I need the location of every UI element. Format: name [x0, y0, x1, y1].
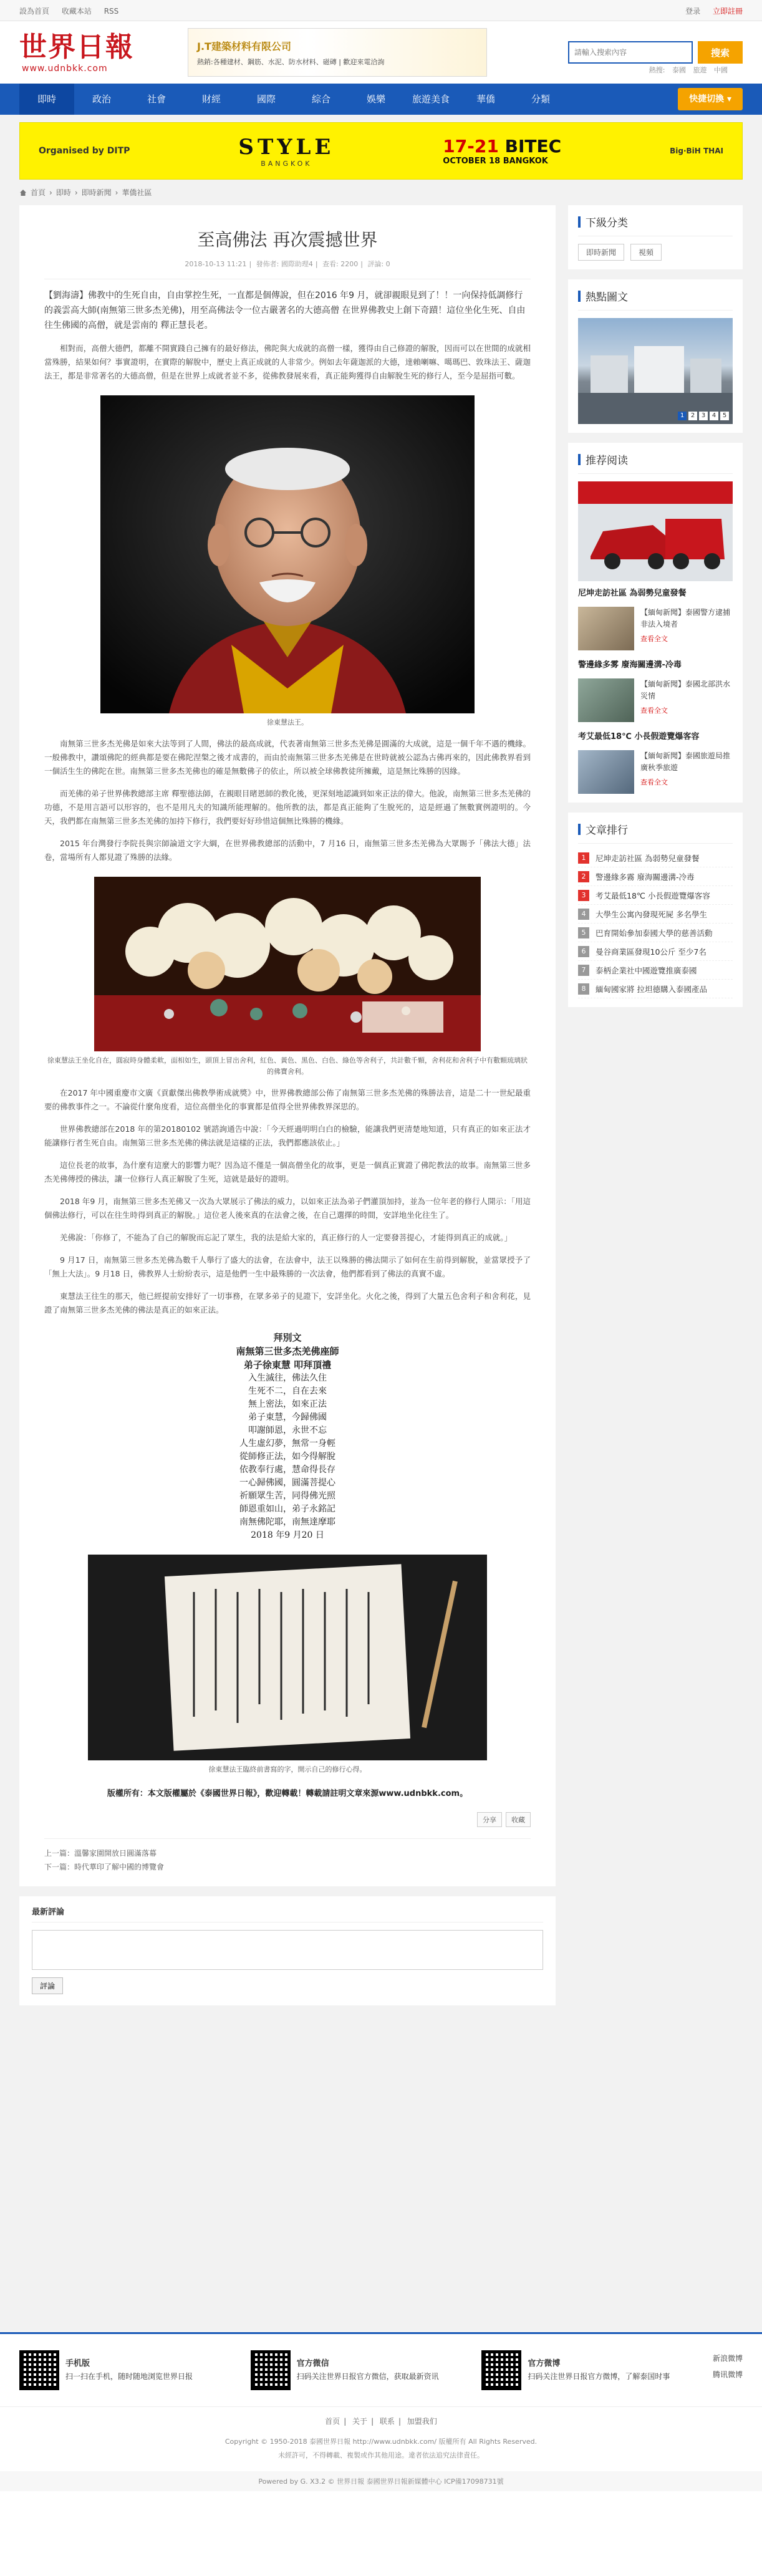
- site-logo[interactable]: [19, 31, 169, 74]
- breadcrumb-home[interactable]: 首頁: [31, 188, 46, 197]
- publisher: 發佈者: 國際助理4: [256, 260, 313, 268]
- farewell-line: 弟子東慧，今歸佛國: [248, 1412, 327, 1422]
- quick-switch-label: 快捷切換: [689, 94, 725, 104]
- next-title: 時代華印了解中國的博覽會: [74, 1863, 165, 1871]
- car-illustration: [578, 481, 733, 581]
- calligraphy-illustration: [88, 1555, 487, 1760]
- header-ad-sub: 熱銷:各種建材、鋼筋、水泥、防水材料、磁磚 | 歡迎來電洽詢: [197, 57, 385, 66]
- recommended-item[interactable]: [578, 750, 733, 794]
- set-homepage-link[interactable]: 設為首頁: [19, 6, 50, 16]
- hot-pictures-panel: [568, 279, 743, 433]
- footer-mobile: [19, 2350, 231, 2390]
- rank-item[interactable]: [578, 849, 733, 867]
- article-paragraph: 9 月17 日，南無第三世多杰羌佛為數千人舉行了盛大的法會，在法會中，法王以殊勝的佛法開示了如何在生前得到解脫，並當眾授予了「無上大法」。9 月18 日，佛教界人士紛紛表示，這是他們一生中最殊勝的一次法會，他們都看到了佛法的真實不虛。: [44, 1255, 531, 1278]
- page-title: 至高佛法 再次震撼世界: [197, 229, 378, 250]
- article-paragraph: 相對而，高僧大德們，都離不開實踐自己擁有的最好修法，佛陀與大成就的高僧一樣，獲得由自己修證的解脫，因而可以在世間的成就相當殊勝，結果如何？事實證明，在實際的解脫中，歷史上真正成就的人非常少。例如去年薩迦派的大德，達賴喇嘛、噶瑪巴、敦珠法王、薩迦法王，都是非常著名的大德高僧，但是在世界上成就者並不多，從佛教發展來看，真正能夠獲得自由解脫生死的修行人，至今是屈指可數。: [44, 344, 531, 380]
- article-lead: 【劉海濤】佛教中的生死自由，自由掌控生死，一直都是個傳說，但在2016 年9 月，就卻親眼見到了！！一向保持低調修行的義雲高大師(南無第三世多杰羌佛)，用至高佛法令一位古嚴著名的大德高僧 在世界佛教史上創下奇蹟！這位坐化生死、自由往生佛國的高僧，就是雲南的 釋正慧長老。: [44, 291, 526, 330]
- qr-code-icon: [251, 2350, 291, 2390]
- topbar-left: [19, 6, 128, 16]
- rank-number: 8: [578, 983, 589, 995]
- panel-header: [578, 214, 733, 236]
- article-paragraph: 在2017 年中國重慶市文廣《貢獻傑出佛教學術成就獎》中，世界佛教總部公佈了南無第三世多杰羌佛的殊勝法音，這是二十一世紀最重要的佛教事件之一。不論從什麼角度看，這位高僧坐化的事實都是值得全世界佛教界深思的。: [44, 1088, 531, 1111]
- breadcrumb-instant-news[interactable]: 即時新聞: [81, 188, 112, 197]
- footer-link-home[interactable]: 首页: [325, 2417, 340, 2426]
- rank-item[interactable]: [578, 867, 733, 886]
- panel-title: 推荐阅读: [586, 455, 628, 467]
- recommended-thumb: [578, 750, 634, 794]
- tag-video[interactable]: 視頻: [630, 244, 662, 261]
- tag-instant-news[interactable]: 即時新聞: [578, 244, 624, 261]
- footer-col-text: [65, 2358, 193, 2383]
- recommended-top-caption[interactable]: 尼坤走訪社區 為弱勢兒童發餐: [578, 589, 687, 598]
- rank-title: 巴育開始參加泰國大學的慈善活動: [596, 928, 713, 938]
- panel-header: [578, 821, 733, 844]
- recommended-headline: 【緬甸新聞】泰國警方逮捕非法入境者: [640, 608, 731, 629]
- next-article[interactable]: [44, 1860, 531, 1874]
- rank-title: 曼谷商業區發現10公斤 至少7名: [596, 947, 707, 957]
- footer-links: 首页 | 关于 | 联系 | 加盟我们: [0, 2406, 762, 2426]
- footer-col-sub: 扫码关注世界日报官方微博，了解泰国时事: [528, 2372, 670, 2381]
- main-content: [19, 205, 743, 2005]
- footer-link-join[interactable]: 加盟我们: [407, 2417, 437, 2426]
- footer-col-title: 官方微博: [528, 2359, 561, 2368]
- prev-article[interactable]: [44, 1846, 531, 1860]
- figure-caption: 徐東慧法王。: [267, 718, 308, 726]
- hot-picture-slide[interactable]: [578, 318, 733, 424]
- comment-title: 最新評論: [32, 1905, 543, 1922]
- nav-item-overseas-chinese[interactable]: 華僑: [476, 94, 495, 105]
- city-illustration: [578, 318, 733, 424]
- rank-title: 尼坤走訪社區 為弱勢兒童發餐: [596, 853, 700, 863]
- banner-organiser: Organised by DITP: [39, 146, 130, 156]
- read-more-link[interactable]: 查看全文: [640, 635, 668, 643]
- logo-url: www.udnbkk.com: [22, 64, 108, 74]
- comment-section: [19, 1896, 556, 2005]
- hot-word[interactable]: 泰國: [672, 66, 686, 74]
- panel-title: 下級分类: [586, 217, 628, 229]
- rank-item[interactable]: [578, 942, 733, 961]
- recommended-subtitle[interactable]: 警邊緣多雾 廢海關邊溝-冷毒: [578, 660, 682, 670]
- farewell-heading: 弟子徐東慧 叩拜頂禮: [243, 1359, 332, 1371]
- banner-venue: BITEC: [504, 136, 562, 157]
- figure-master: [44, 395, 531, 728]
- prev-title: 溫馨家園開放日圓滿落幕: [74, 1849, 157, 1858]
- sidebar: [568, 205, 743, 2005]
- article-paragraph: 南無第三世多杰羌佛是如來大法等到了人間，佛法的最高成就，代表著南無第三世多杰羌佛是圓滿的大成就，這是一個千年不遇的機緣。一般佛教中，讚頌佛陀的經典都是要在佛陀涅槃之後才成書的，而由於南無第三世多杰羌佛是在世時就被公認為古佛再來的，因此佛教界看到一個活生生的佛陀在世。南無第三世多杰羌佛也的確是無數佛子的依止，所以被全球佛教徒所擁戴，這是無比殊勝的因緣。: [44, 739, 531, 776]
- recommended-ad-image[interactable]: [578, 481, 733, 581]
- article-column: [19, 205, 556, 2005]
- article-meta: 2018-10-13 11:21 | 發佈者: 國際助理4 | 查看: 2200 | 評論: 0: [44, 259, 531, 279]
- favorite-button[interactable]: 收藏: [506, 1812, 531, 1827]
- figure-caption: 徐東慧法王坐化自在，圓寂時身體柔軟，面相如生，頭頂上冒出舍利，紅色、黃色、黑色、白色、綠色等舍利子，共計數千顆，舍利花和舍利子中有數顆琉璃狀的佛寶舍利。: [47, 1056, 528, 1076]
- banner-month: OCTOBER 18 BANGKOK: [443, 157, 548, 166]
- farewell-line: 叩謝師恩，永世不忘: [248, 1425, 327, 1435]
- banner-title: STYLE: [238, 134, 335, 160]
- footer-weibo: [481, 2350, 693, 2390]
- footer-social: [713, 2350, 743, 2390]
- hot-word[interactable]: 中國: [714, 66, 728, 74]
- nav-item-finance[interactable]: 財經: [201, 94, 221, 105]
- pager-dot[interactable]: 5: [720, 412, 729, 420]
- farewell-heading: 南無第三世多杰羌佛座師: [236, 1346, 339, 1357]
- article-paragraph: 2015 年台灣發行李院長與宗師論道文字大綱，在世界佛教總部的活動中，7 月16 日，南無第三世多杰羌佛為大眾賜予「佛法大德」法卷，當場所有人都見證了殊勝的法緣。: [44, 839, 531, 862]
- sina-weibo-link[interactable]: 新浪微博: [712, 2354, 743, 2363]
- article-paragraph: 這位長老的故事，為什麼有這麼大的影響力呢？因為這不僅是一個高僧坐化的故事，更是一個真正實證了佛陀教法的故事。南無第三世多杰羌佛傳授的佛法，讓一位修行人真正解脫了生死，這就是最好的證明。: [44, 1160, 531, 1184]
- rank-item[interactable]: [578, 905, 733, 924]
- recommended-text: [640, 750, 733, 794]
- bookmark-link[interactable]: 收藏本站: [61, 6, 92, 16]
- portrait-illustration: [100, 395, 475, 713]
- rank-number: 4: [578, 909, 589, 920]
- share-button[interactable]: 分享: [477, 1812, 502, 1827]
- read-more-link[interactable]: 查看全文: [640, 778, 668, 786]
- farewell-line: 入生滅往，佛法久住: [248, 1373, 327, 1383]
- banner-ad[interactable]: [19, 122, 743, 180]
- breadcrumb-instant[interactable]: 即時: [55, 188, 71, 197]
- article-paragraph: 而羌佛的弟子世界佛教總部主席 釋聖德法師，在親眼目睹恩師的教化後，更深刻地認識到如來正法的偉大。他說，南無第三世多杰羌佛的功德，不是用言語可以形容的，也不是用凡夫的知識所能理解的。他所教的法，都是真正能夠了生脫死的，這是經過了無數實例證明的。今天，我們都在南無第三世多杰羌佛的加持下修行，我們要好好珍惜這個無比殊勝的機緣。: [44, 789, 531, 826]
- article: [19, 205, 556, 1886]
- pager-dot[interactable]: 2: [688, 412, 697, 420]
- home-icon: [19, 189, 27, 196]
- relics-photo: [94, 877, 481, 1051]
- search-button[interactable]: 搜索: [698, 41, 743, 64]
- panel-title: 熱點圖文: [586, 291, 628, 304]
- prev-next-nav: [44, 1838, 531, 1874]
- figure-caption: 徐東慧法王臨終前書寫的字，開示自己的修行心得。: [208, 1765, 367, 1773]
- nav-item-entertainment[interactable]: 娛樂: [366, 94, 385, 105]
- rank-title: 考艾最低18℃ 小長假遊覽爆客容: [596, 890, 710, 900]
- nav-item-travel-food[interactable]: 旅遊美食: [412, 94, 450, 105]
- footer-col-text: [528, 2358, 670, 2383]
- login-link[interactable]: 登录: [685, 6, 701, 16]
- site-header: [0, 21, 762, 84]
- panel-header: [578, 451, 733, 474]
- footer-col-text: [297, 2358, 439, 2383]
- article-paragraph: 羌佛說：「你修了，不能為了自己的解脫而忘記了眾生，我的法是給大家的，真正修行的人一定要發菩提心，才能得到真正的成就。」: [60, 1233, 513, 1242]
- rank-title: 緬甸國家將 拉坦德購入泰國產品: [596, 984, 707, 994]
- panel-title: 文章排行: [586, 824, 628, 837]
- subcategory-panel: [568, 205, 743, 269]
- rank-number: 1: [578, 852, 589, 864]
- farewell-date: 2018 年9 月20 日: [251, 1530, 324, 1540]
- rank-item[interactable]: [578, 980, 733, 998]
- rank-number: 3: [578, 890, 589, 901]
- master-portrait-photo: [100, 395, 475, 713]
- header-ad-title: J.T建築材料有限公司: [197, 40, 291, 52]
- main-nav: [0, 84, 762, 115]
- farewell-line: 一心歸佛國，圓滿菩提心: [239, 1478, 335, 1488]
- read-more-link[interactable]: 查看全文: [640, 707, 668, 715]
- search-input[interactable]: [574, 48, 692, 57]
- copyright-notice: 版權所有：本文版權屬於《泰國世界日報》，歡迎轉載！轉載請註明文章來源www.udnbkk.com。: [107, 1789, 468, 1798]
- logo-text: 世界日報: [19, 31, 134, 63]
- rank-title: 泰柄企業社中國遊覽推廣泰國: [596, 965, 697, 975]
- article-paragraph: 東慧法王往生的那天，他已經提前安排好了一切事務，在眾多弟子的見證下，安詳坐化。火化之後，得到了大量五色舍利子和舍利花，見證了南無第三世多杰羌佛的佛法是真正的如來正法。: [44, 1291, 531, 1315]
- pager-dot[interactable]: 3: [699, 412, 708, 420]
- nav-item-classifieds[interactable]: 分類: [531, 94, 550, 105]
- hot-word[interactable]: 旅遊: [693, 66, 707, 74]
- farewell-heading: 拜別文: [273, 1332, 302, 1343]
- farewell-line: 人生虛幻夢，無常一身輕: [239, 1439, 335, 1449]
- farewell-line: 南無佛陀耶，南無達摩耶: [239, 1517, 335, 1527]
- figure-relics: [44, 877, 531, 1078]
- figure-calligraphy: [44, 1555, 531, 1775]
- rank-number: 7: [578, 965, 589, 976]
- article-paragraph: 2018 年9 月，南無第三世多杰羌佛又一次為大眾展示了佛法的威力，以如來正法為弟子們灌頂加持，並為一位年老的修行人開示：「用這個佛法修行，可以在往生時得到真正的解脫。」這位老人後來真的在法會之後，在自己選擇的時間，安詳地坐化往生了。: [44, 1197, 531, 1220]
- nav-item-general[interactable]: 綜合: [311, 94, 330, 105]
- qr-code-icon: [19, 2350, 59, 2390]
- accent-bar: [578, 291, 581, 302]
- comment-submit-button[interactable]: 評論: [32, 1977, 63, 1994]
- footer-col-sub: 扫码关注世界日报官方微信，获取最新资讯: [296, 2372, 439, 2381]
- rank-item[interactable]: [578, 961, 733, 980]
- banner-brand: [238, 135, 334, 168]
- nav-item-international[interactable]: 國際: [256, 94, 276, 105]
- banner-date: [443, 136, 561, 166]
- hot-words-label: 熱搜:: [649, 66, 665, 74]
- pager-dot[interactable]: 1: [678, 412, 687, 420]
- recommended-text: [640, 607, 733, 650]
- publish-time: 2018-10-13 11:21: [185, 260, 247, 268]
- next-label: 下一篇：: [44, 1863, 75, 1871]
- prev-label: 上一篇：: [44, 1849, 75, 1858]
- site-footer: [0, 2332, 762, 2576]
- nav-item-politics[interactable]: 政治: [92, 94, 111, 105]
- footer-col-title: 手机版: [65, 2359, 90, 2368]
- farewell-line: 從師修正法，如今得解脫: [239, 1452, 335, 1462]
- accent-bar: [578, 454, 581, 465]
- register-link[interactable]: 立即註冊: [712, 6, 743, 16]
- view-count: 查看: 2200: [322, 260, 359, 268]
- search-area: [568, 41, 743, 64]
- hot-words: [644, 65, 728, 75]
- banner-sponsors: Big·BiH THAI: [670, 147, 723, 155]
- banner-sub: BANGKOK: [261, 159, 312, 168]
- nav-item-instant[interactable]: 即時: [19, 84, 74, 115]
- recommended-thumb: [578, 607, 634, 650]
- article-rank-panel: [568, 813, 743, 1007]
- nav-item-society[interactable]: 社會: [147, 94, 166, 105]
- copyright-line: Copyright © 1950-2018 泰國世界日報 http://www.udnbkk.com/ 版權所有 All Rights Reserved.: [224, 2438, 538, 2446]
- search-box: [568, 41, 693, 64]
- rank-number: 5: [578, 927, 589, 938]
- comment-count: 評論: 0: [367, 260, 390, 268]
- farewell-line: 祈願眾生苦，同得佛光照: [239, 1491, 335, 1501]
- share-row: [44, 1812, 531, 1827]
- comment-input[interactable]: [32, 1930, 543, 1970]
- rank-number: 6: [578, 946, 589, 957]
- panel-header: [578, 288, 733, 311]
- footer-columns: [19, 2350, 743, 2390]
- recommended-panel: [568, 443, 743, 803]
- recommended-item[interactable]: [578, 678, 733, 722]
- recommended-headline: 【緬甸新聞】泰國北部洪水災情: [640, 680, 731, 700]
- topbar: [0, 0, 762, 21]
- topbar-right: [675, 6, 743, 16]
- footer-col-sub: 扫一扫在手机，随时随地浏览世界日报: [65, 2372, 193, 2381]
- farewell-line: 依教奉行處，慧命得長存: [239, 1465, 335, 1475]
- rank-title: 警邊緣多霧 廢海關邊溝-冷毒: [596, 872, 695, 882]
- farewell-text: [144, 1331, 431, 1542]
- calligraphy-photo: [88, 1555, 487, 1760]
- farewell-line: 生死不二，自在去來: [248, 1386, 327, 1396]
- breadcrumb-community[interactable]: 華僑社區: [122, 188, 152, 197]
- banner-date-range: 17-21: [443, 136, 499, 157]
- footer-col-title: 官方微信: [296, 2359, 329, 2368]
- rank-item[interactable]: [578, 886, 733, 905]
- subcategory-tags: [578, 244, 733, 261]
- rank-list: [578, 849, 733, 998]
- farewell-line: 無上密法，如來正法: [248, 1399, 327, 1409]
- chevron-down-icon: ▾: [726, 94, 731, 104]
- article-paragraph: 世界佛教總部在2018 年的第20180102 號諮詢通告中說：「今天經過明明白白的檢驗，能讓我們更清楚地知道，只有真正的如來正法才能讓修行者生死自由。南無第三世多杰羌佛的佛法就是這樣的正法，我們都應該依止。」: [44, 1124, 531, 1147]
- rank-title: 大學生公寓內發現死屍 多名學生: [596, 909, 707, 919]
- footer-copyright: [0, 2435, 762, 2463]
- slide-pager: [678, 412, 729, 420]
- copyright-line: 未經許可，不得轉載、複製或作其他用途。違者依法追究法律責任。: [278, 2451, 484, 2459]
- farewell-line: 師恩重如山，弟子永銘記: [239, 1504, 335, 1514]
- rss-link[interactable]: RSS: [104, 6, 119, 16]
- recommended-thumb: [578, 678, 634, 722]
- footer-link-about[interactable]: 关于: [352, 2417, 368, 2426]
- breadcrumb: 首頁 › 即時 › 即時新聞 › 華僑社區: [19, 187, 743, 198]
- footer-wechat: [251, 2350, 463, 2390]
- rank-number: 2: [578, 871, 589, 882]
- tencent-weibo-link[interactable]: 腾讯微博: [712, 2370, 743, 2379]
- recommended-subtitle[interactable]: 考艾最低18℃ 小長假遊覽爆客容: [578, 732, 700, 741]
- relics-illustration: [94, 877, 481, 1051]
- footer-link-contact[interactable]: 联系: [379, 2417, 395, 2426]
- qr-code-icon: [481, 2350, 521, 2390]
- accent-bar: [578, 216, 581, 228]
- powered-by: Powered by G. X3.2 © 世界日報 泰國世界日報新媒體中心 ICP備17098731號: [0, 2471, 762, 2491]
- recommended-item[interactable]: [578, 607, 733, 650]
- pager-dot[interactable]: 4: [710, 412, 718, 420]
- rank-item[interactable]: [578, 924, 733, 942]
- recommended-headline: 【緬甸新聞】泰國旅遊局推廣秋季旅遊: [640, 751, 731, 772]
- quick-switch-button[interactable]: [678, 88, 743, 110]
- recommended-text: [640, 678, 733, 722]
- accent-bar: [578, 824, 581, 835]
- header-ad[interactable]: [188, 28, 487, 77]
